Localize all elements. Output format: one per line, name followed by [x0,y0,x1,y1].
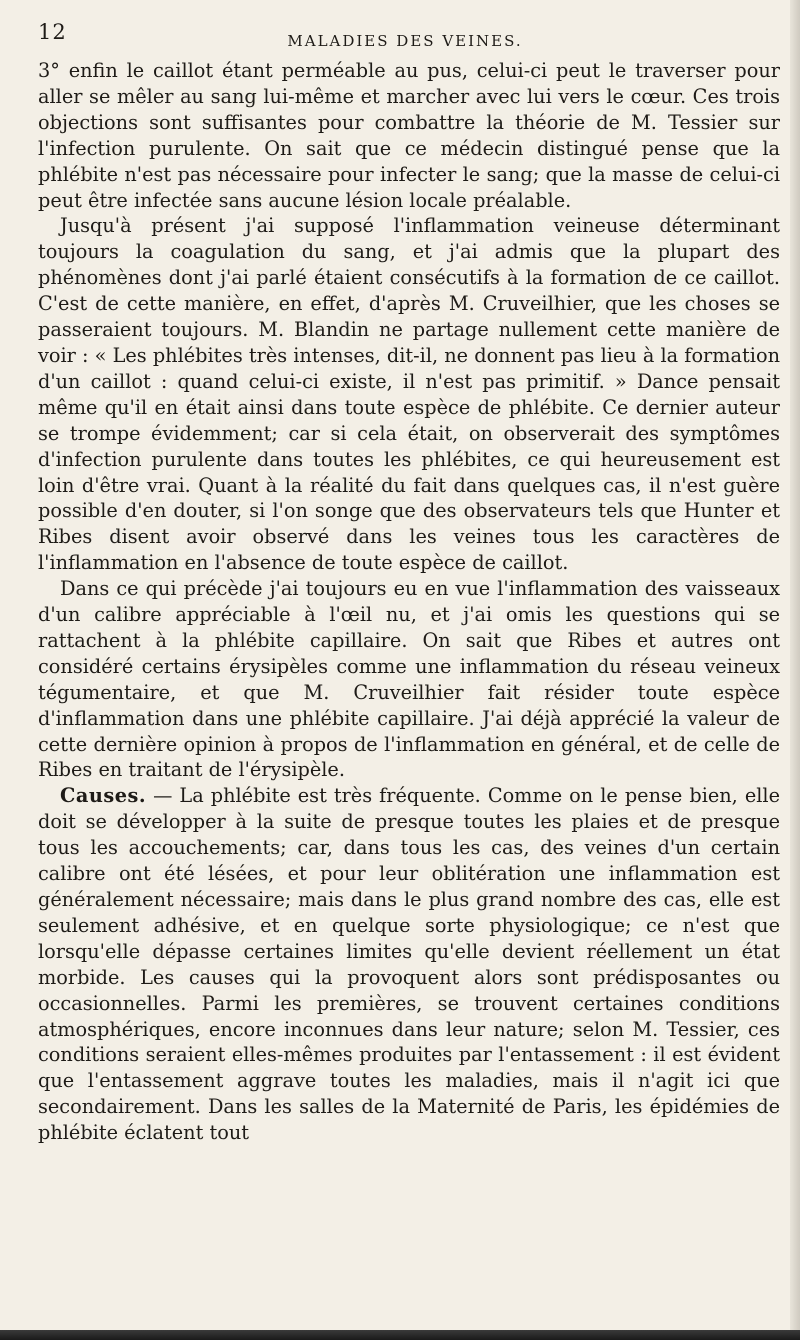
page-header [38,20,772,56]
running-head: MALADIES DES VEINES. [287,32,523,50]
body-text [38,58,780,1146]
page-edge-shadow [790,0,800,1330]
paragraph: 3° enfin le caillot étant perméable au pus, celui-ci peut le traverser pour aller se mêler au sang lui-même et marcher avec lui vers le cœur. Ces trois objections sont suffisantes pour combattre la théorie de M. Tessier sur l'infection purulente. On sait que ce médecin distingué pense que la phlébite n'est pas nécessaire pour infecter le sang; que la masse de celui-ci peut être infectée sans aucune lésion locale préalable. [38,59,780,212]
section-heading: Causes. [60,784,147,808]
bottom-rule [0,1330,800,1340]
paragraph: Dans ce qui précède j'ai toujours eu en vue l'inflammation des vaisseaux d'un calibre appréciable à l'œil nu, et j'ai omis les questions qui se rattachent à la phlébite capillaire. On sait que Ribes et autres ont considéré certains érysipèles comme une inflammation du réseau veineux tégumentaire, et que M. Cruveilhier fait résider toute espèce d'inflammation dans une phlébite capillaire. J'ai déjà apprécié la valeur de cette dernière opinion à propos de l'inflammation en général, et de celle de Ribes en traitant de l'érysipèle. [38,577,780,782]
paragraph: Causes. — La phlébite est très fréquente. Comme on le pense bien, elle doit se développer à la suite de presque toutes les plaies et de presque tous les accouchements; car, dans tous les cas, des veines d'un certain calibre ont été lésées, et pour leur oblitération une inflammation est généralement nécessaire; mais dans le plus grand nombre des cas, elle est seulement adhésive, et en quelque sorte physiologique; ce n'est que lorsqu'elle dépasse certaines limites qu'elle devient réellement un état morbide. Les causes qui la provoquent alors sont prédisposantes ou occasionnelles. Parmi les premières, se trouvent certaines conditions atmosphériques, encore inconnues dans leur nature; selon M. Tessier, ces conditions seraient elles-mêmes produites par l'entassement : il est évident que l'entassement aggrave toutes les maladies, mais il n'agit ici que secondairement. Dans les salles de la Maternité de Paris, les épidémies de phlébite éclatent tout [38,784,780,1145]
page-number: 12 [38,20,67,44]
paragraph: Jusqu'à présent j'ai supposé l'inflammation veineuse déterminant toujours la coagulation du sang, et j'ai admis que la plupart des phénomènes dont j'ai parlé étaient consécutifs à la formation de ce caillot. C'est de cette manière, en effet, d'après M. Cruveilhier, que les choses se passeraient toujours. M. Blandin ne partage nullement cette manière de voir : « Les phlébites très intenses, dit-il, ne donnent pas lieu à la formation d'un caillot : quand celui-ci existe, il n'est pas primitif. » Dance pensait même qu'il en était ainsi dans toute espèce de phlébite. Ce dernier auteur se trompe évidemment; car si cela était, on observerait des symptômes d'infection purulente dans toutes les phlébites, ce qui heureusement est loin d'être vrai. Quant à la réalité du fait dans quelques cas, il n'est guère possible d'en douter, si l'on songe que des observateurs tels que Hunter et Ribes disent avoir observé dans les veines tous les caractères de l'inflammation en l'absence de toute espèce de caillot. [38,214,780,575]
